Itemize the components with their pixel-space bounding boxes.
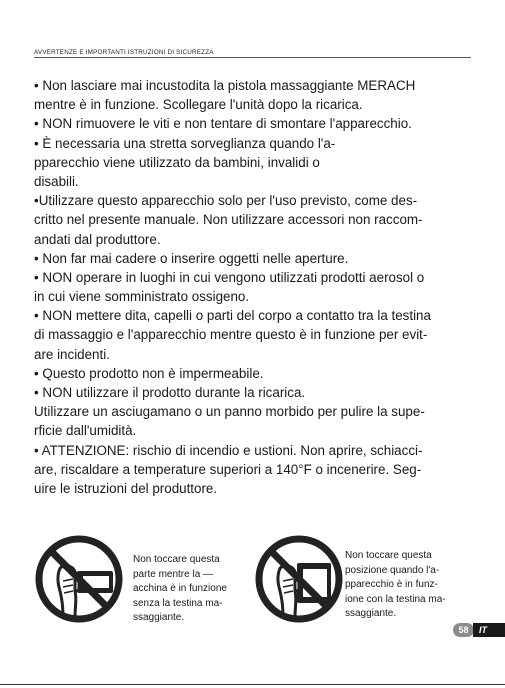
header-divider [34, 57, 471, 58]
body-line: • NON mettere dita, capelli o parti del corpo a contatto tra la testina [34, 308, 431, 324]
body-line: are, riscaldare a temperature superiori a 140°F o incenerire. Seg- [34, 461, 422, 477]
warning-caption: Non toccare questa parte mentre la — acchina è in funzione senza la testina ma- ssaggiante. [133, 554, 227, 624]
warning-caption: Non toccare questa posizione quando l'a- pparecchio è in funz- ione con la testina ma- ssaggiante. [345, 550, 446, 620]
body-line: are incidenti. [34, 346, 110, 362]
body-line: in cui viene somministrato ossigeno. [34, 289, 250, 305]
body-line: Utilizzare un asciugamano o un panno morbido per pulire la supe- [34, 404, 425, 420]
body-line: disabili. [34, 173, 79, 189]
body-line: mentre è in funzione. Scollegare l'unità dopo la ricarica. [34, 97, 363, 113]
body-line: critto nel presente manuale. Non utilizzare accessori non raccom- [34, 212, 423, 228]
body-line: • Non lasciare mai incustodita la pistola massaggiante MERACH [34, 78, 416, 93]
body-line: • NON operare in luoghi in cui vengono utilizzati prodotti aerosol o [34, 269, 425, 285]
page-number-badge: 58 [453, 623, 474, 637]
body-line: uire le istruzioni del produttore. [34, 480, 218, 496]
language-tag: IT [473, 623, 505, 637]
no-touch-icon [253, 533, 345, 625]
body-line: di massaggio e l'apparecchio mentre questo è in funzione per evit- [34, 327, 428, 343]
body-line: • Non far mai cadere o inserire oggetti nelle aperture. [34, 250, 349, 266]
body-line: • NON rimuovere le viti e non tentare di smontare l'apparecchio. [34, 116, 412, 132]
no-touch-icon [33, 533, 125, 625]
body-line: • NON utilizzare il prodotto durante la ricarica. [34, 385, 306, 400]
body-line: • ATTENZIONE: rischio di incendio e ustioni. Non aprire, schiacci- [34, 442, 423, 458]
body-line: •Utilizzare questo apparecchio solo per l'uso previsto, come des- [34, 193, 418, 209]
body-line: • Questo prodotto non è impermeabile. [34, 365, 264, 381]
bottom-divider [0, 684, 505, 685]
body-line: • È necessaria una stretta sorveglianza quando l'a- [34, 135, 336, 151]
section-header-title: AVVERTENZE E IMPORTANTI ISTRUZIONI DI SICUREZZA [34, 49, 214, 56]
body-line: andati dal produttore. [34, 231, 161, 247]
body-line: pparecchio viene utilizzato da bambini, invalidi o [34, 154, 320, 170]
body-line: rficie dall'umidità. [34, 423, 137, 439]
safety-instructions-text [34, 76, 472, 498]
